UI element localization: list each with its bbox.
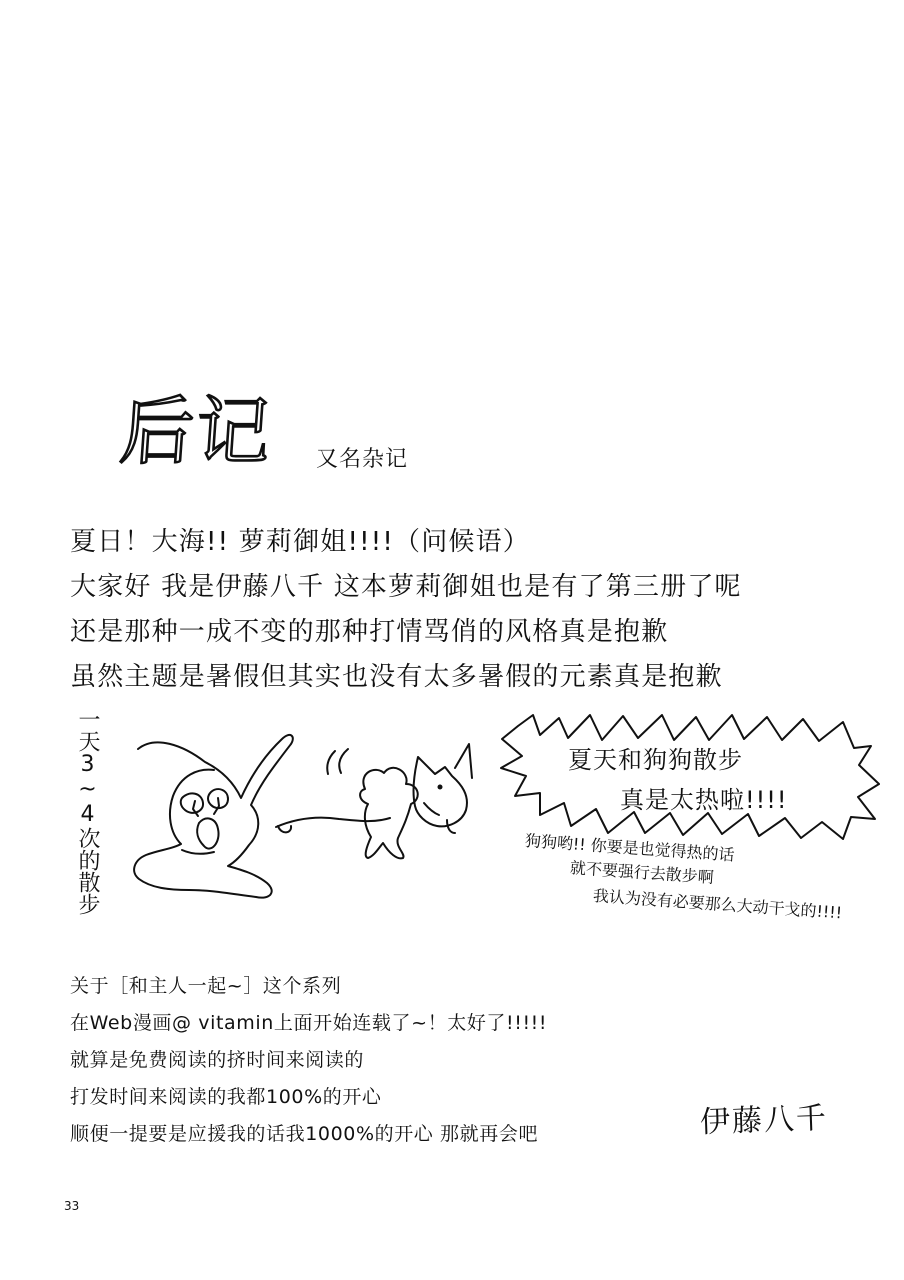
afterword-heading (116, 389, 450, 485)
bubble-line: 夏天和狗狗散步 (568, 746, 743, 774)
closing-line: 打发时间来阅读的我都100%的开心 (70, 1086, 382, 1108)
intro-line: 大家好 我是伊藤八千 这本萝莉御姐也是有了第三册了呢 (70, 572, 742, 602)
intro-line: 夏日！大海!! 萝莉御姐!!!!（问候语） (70, 527, 531, 557)
intro-line: 还是那种一成不变的那种打情骂俏的风格真是抱歉 (70, 617, 669, 647)
page-number: 33 (64, 1199, 80, 1213)
intro-line: 虽然主题是暑假但其实也没有太多暑假的元素真是抱歉 (70, 662, 723, 692)
afterword-subtitle: 又名杂记 (316, 447, 409, 472)
afterword-title: 后记 (116, 389, 276, 475)
vertical-walk-note: 一天3~4次的散步 (75, 708, 100, 915)
dog-walk-illustration (120, 700, 510, 900)
dog-body (360, 768, 418, 859)
closing-line: 关于［和主人一起~］这个系列 (70, 975, 342, 997)
exhausted-owner-figure (134, 735, 293, 898)
dog-comment-line: 我认为没有必要那么大动干戈的!!!! (592, 886, 843, 923)
dog-comment-line: 就不要强行去散步啊 (569, 858, 715, 888)
dog-comment-line: 狗狗哟!! 你要是也觉得热的话 (524, 831, 736, 865)
bubble-line: 真是太热啦!!!! (620, 786, 788, 814)
closing-line: 顺便一提要是应援我的话我1000%的开心 那就再会吧 (70, 1123, 539, 1145)
closing-line: 在Web漫画@ vitamin上面开始连载了~！太好了!!!!! (70, 1012, 548, 1034)
closing-text-block (70, 968, 670, 1153)
closing-line: 就算是免费阅读的挤时间来阅读的 (70, 1049, 365, 1071)
intro-text-block (70, 520, 830, 700)
leash (276, 818, 390, 827)
author-signature: 伊藤八千 (699, 1100, 829, 1141)
